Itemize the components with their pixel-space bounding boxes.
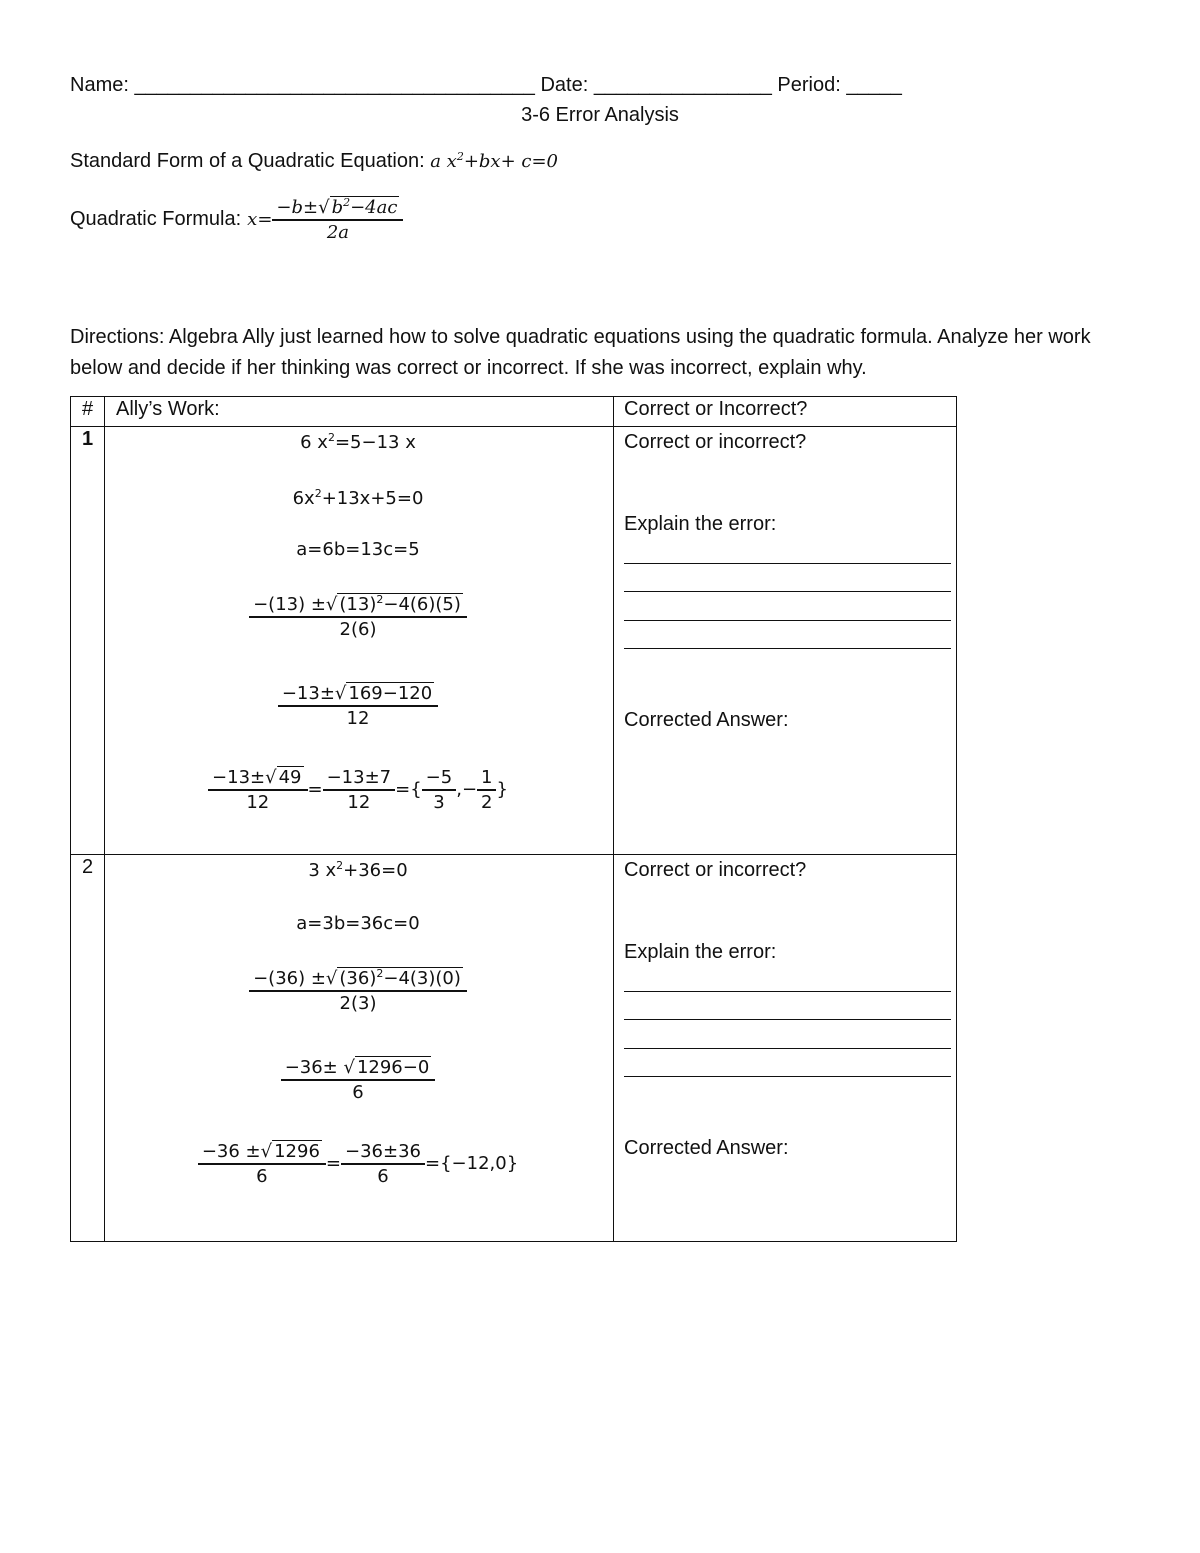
row-number: 2 xyxy=(71,855,105,1242)
name-label: Name: xyxy=(70,74,129,96)
work-step-5: $\frac{-36 \pm√ 1296}{6}$ = $\frac{-36\pm 36}{6}$ ={−12,0} xyxy=(105,1141,611,1187)
header-correct: Correct or Incorrect? xyxy=(614,397,957,427)
work-step-6: $\frac{-13\pm√ 49}{12}$ = $\frac{-13\pm 7}{12}$ ={ $\frac{-5}{3}$ ,− $\frac{1}{2}$ } xyxy=(105,767,611,813)
explain-label: Explain the error: xyxy=(624,513,777,535)
work-step-1: 6 $x^2=5-13$ x xyxy=(300,431,416,453)
quadratic-formula-label: Quadratic Formula: xyxy=(70,208,242,230)
name-field[interactable]: ____________________________________ xyxy=(134,74,535,96)
answer-line[interactable] xyxy=(624,990,951,992)
answer-line[interactable] xyxy=(624,647,951,649)
corrected-answer-label: Corrected Answer: xyxy=(624,1137,789,1159)
answer-line[interactable] xyxy=(624,562,951,564)
table-row xyxy=(71,855,957,1242)
date-label: Date: xyxy=(540,74,589,96)
answer-line[interactable] xyxy=(624,1047,951,1049)
work-step-2: a=3b=36c=0 xyxy=(296,913,420,934)
table-header-row xyxy=(71,397,957,427)
answer-line[interactable] xyxy=(624,1018,951,1020)
work-step-3: a=6b=13c=5 xyxy=(296,539,420,560)
work-step-2: $6x^2+13x+5=0$ xyxy=(292,487,424,509)
error-analysis-table xyxy=(70,396,957,1242)
page-title: 3-6 Error Analysis xyxy=(521,104,679,126)
standard-form-equation: a $x^2+bx+ c=0$ xyxy=(430,150,558,172)
answer-line[interactable] xyxy=(624,619,951,621)
work-step-4: $\frac{-36\pm √ 1296-0}{6}$ xyxy=(105,1057,611,1103)
standard-form-label: Standard Form of a Quadratic Equation: xyxy=(70,150,425,172)
directions-text: Directions: Algebra Ally just learned how to solve quadratic equations using the quadratic formula. Analyze her work below and decide if her thinking was correct or incorrect. If she was incorrect, explain why. xyxy=(70,326,1091,379)
period-field[interactable]: _____ xyxy=(846,74,902,96)
header-number: # xyxy=(71,397,105,427)
date-field[interactable]: ________________ xyxy=(593,74,772,96)
correct-prompt: Correct or incorrect? xyxy=(624,431,807,453)
quadratic-formula-line xyxy=(70,196,403,243)
standard-form-line xyxy=(70,150,558,173)
table-row xyxy=(71,427,957,855)
answer-line[interactable] xyxy=(624,1075,951,1077)
header-line xyxy=(70,74,902,97)
work-step-3: $\frac{-(36) \pm√ (36)^2-4(3)(0)}{2(3)}$ xyxy=(105,967,611,1014)
correct-prompt: Correct or incorrect? xyxy=(624,859,807,881)
response-cell xyxy=(614,427,957,855)
quadratic-formula-fraction: $\frac{-b\pm√ b^2-4ac}{2a}$ xyxy=(272,196,403,243)
answer-line[interactable] xyxy=(624,590,951,592)
quadratic-formula-lhs: x= xyxy=(247,209,273,230)
period-label: Period: xyxy=(777,74,841,96)
explain-label: Explain the error: xyxy=(624,941,777,963)
work-step-1: 3 $x^2+36=0$ xyxy=(308,859,408,881)
work-step-4: $\frac{-(13) \pm√ (13)^2-4(6)(5)}{2(6)}$ xyxy=(105,593,611,640)
row-number: 1 xyxy=(71,427,105,855)
response-cell xyxy=(614,855,957,1242)
ally-work-cell xyxy=(105,427,614,855)
work-step-5: $\frac{-13\pm√ 169-120}{12}$ xyxy=(105,683,611,729)
header-work: Ally’s Work: xyxy=(105,397,614,427)
corrected-answer-label: Corrected Answer: xyxy=(624,709,789,731)
ally-work-cell xyxy=(105,855,614,1242)
